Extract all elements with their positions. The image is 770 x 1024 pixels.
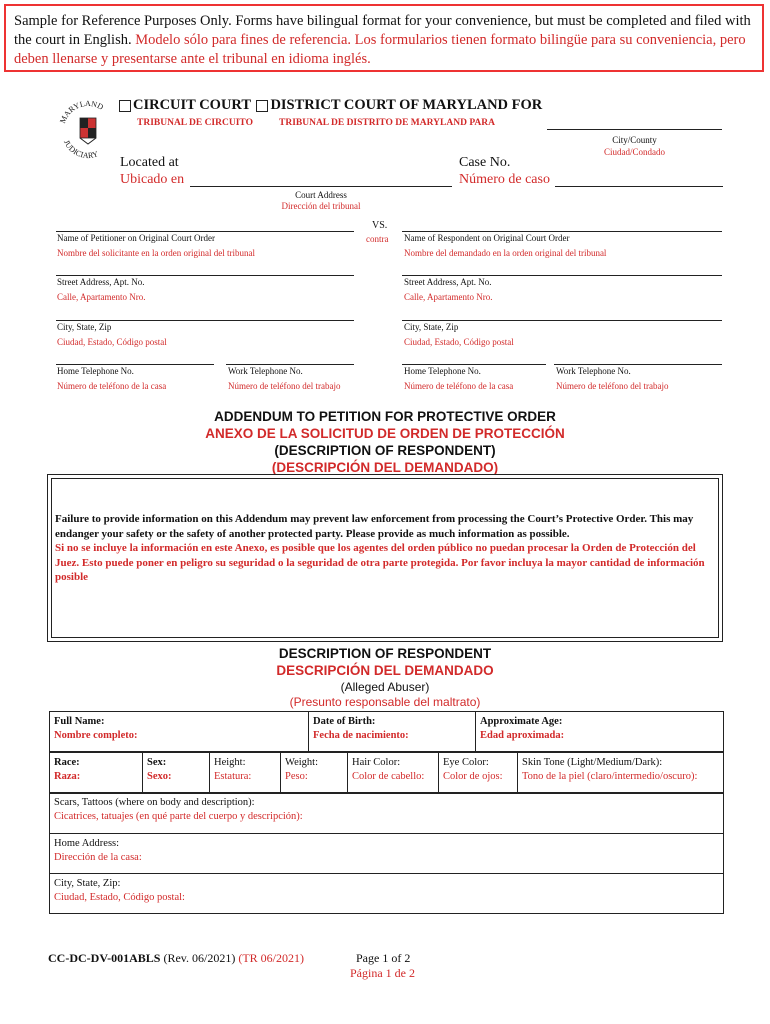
respondent-home-tel-label-es: Número de teléfono de la casa: [404, 381, 514, 391]
sex-cell[interactable]: Sex: Sexo:: [143, 753, 210, 794]
approx-age-cell[interactable]: Approximate Age: Edad aproximada:: [476, 712, 724, 752]
page-number-es: Página 1 de 2: [350, 966, 415, 980]
description-heading-es: DESCRIPCIÓN DEL DEMANDADO: [276, 663, 494, 678]
respondent-work-tel-label: Work Telephone No.: [556, 366, 631, 376]
respondent-name-label: Name of Respondent on Original Court Order: [404, 233, 570, 243]
notice-spanish: Modelo sólo para fines de referencia. Los formularios tienen formato bilingüe para su conveniencia, pero deben llenarse y presentarse ante el tribunal en idioma inglés.: [14, 32, 746, 67]
located-at-label: Located at: [120, 155, 179, 170]
description-heading: DESCRIPTION OF RESPONDENT: [278, 646, 492, 661]
petitioner-name-label: Name of Petitioner on Original Court Order: [57, 233, 215, 243]
respondent-work-tel-line[interactable]: [554, 364, 722, 365]
petitioner-city-label-es: Ciudad, Estado, Código postal: [57, 337, 167, 347]
maryland-judiciary-seal: [56, 96, 120, 160]
scars-tattoos-cell[interactable]: Scars, Tattoos (where on body and description): Cicatrices, tatuajes (en qué parte del cuerpo y descripción):: [50, 793, 724, 834]
respondent-street-line[interactable]: [402, 275, 722, 276]
height-cell[interactable]: Height: Estatura:: [210, 753, 281, 794]
form-subtitle: (DESCRIPTION OF RESPONDENT): [274, 443, 496, 458]
notice-english: Sample for Reference Purposes Only. Forms have bilingual format for your convenience, but must be completed and filed with the court in English.: [14, 13, 751, 48]
city-county-label: City/County: [612, 135, 657, 145]
weight-cell[interactable]: Weight: Peso:: [281, 753, 348, 794]
petitioner-home-tel-label-es: Número de teléfono de la casa: [57, 381, 167, 391]
respondent-street-label-es: Calle, Apartamento Nro.: [404, 292, 493, 302]
circuit-court-checkbox[interactable]: [119, 100, 131, 112]
petitioner-home-tel-line[interactable]: [56, 364, 214, 365]
petitioner-city-line[interactable]: [56, 320, 354, 321]
physical-table: [49, 752, 724, 794]
district-court-checkbox[interactable]: [256, 100, 268, 112]
form-title: ADDENDUM TO PETITION FOR PROTECTIVE ORDER: [214, 409, 556, 424]
respondent-city-line[interactable]: [402, 320, 722, 321]
petitioner-name-label-es: Nombre del solicitante en la orden original del tribunal: [57, 248, 255, 258]
petitioner-street-label: Street Address, Apt. No.: [57, 277, 145, 287]
court-address-caption: Court Address: [295, 190, 347, 200]
skin-tone-cell[interactable]: Skin Tone (Light/Medium/Dark): Tono de la piel (claro/intermedio/oscuro):: [518, 753, 724, 794]
description-sub: (Alleged Abuser): [340, 680, 430, 694]
petitioner-city-label: City, State, Zip: [57, 322, 112, 332]
respondent-name-line[interactable]: [402, 231, 722, 232]
race-cell[interactable]: Race: Raza:: [50, 753, 143, 794]
respondent-street-label: Street Address, Apt. No.: [404, 277, 492, 287]
reference-notice: [4, 4, 764, 72]
petitioner-name-line[interactable]: [56, 231, 354, 232]
respondent-name-label-es: Nombre del demandado en la orden original del tribunal: [404, 248, 607, 258]
eye-color-cell[interactable]: Eye Color: Color de ojos:: [439, 753, 518, 794]
petitioner-work-tel-label-es: Número de teléfono del trabajo: [228, 381, 341, 391]
warning-spanish: Si no se incluye la información en este Anexo, es posible que los agentes del orden público no puedan procesar la Orden de Protección del Juez. Esto puede poner en peligro su seguridad o la seguridad de otra parte protegida. Por favor incluya la mayor cantidad de información posible: [55, 542, 705, 583]
form-title-es: ANEXO DE LA SOLICITUD DE ORDEN DE PROTECCIÓN: [205, 426, 565, 441]
seal-bottom-text: JUDICIARY: [61, 138, 100, 160]
circuit-court-es: TRIBUNAL DE CIRCUITO: [137, 118, 253, 128]
city-county-label-es: Ciudad/Condado: [604, 147, 665, 157]
details-table: [49, 792, 724, 914]
vs-label-es: contra: [366, 234, 389, 244]
district-court-es: TRIBUNAL DE DISTRITO DE MARYLAND PARA: [279, 118, 495, 128]
respondent-home-tel-line[interactable]: [402, 364, 546, 365]
identity-table: [49, 711, 724, 752]
vs-label: VS.: [372, 220, 388, 231]
warning-text: [55, 512, 715, 585]
case-no-label: Case No.: [459, 155, 511, 170]
petitioner-home-tel-label: Home Telephone No.: [57, 366, 134, 376]
city-state-zip-cell[interactable]: City, State, Zip: Ciudad, Estado, Código postal:: [50, 874, 724, 914]
seal-top-text: MARYLAND: [58, 98, 105, 125]
case-no-label-es: Número de caso: [459, 172, 550, 187]
description-sub-es: (Presunto responsable del maltrato): [289, 695, 481, 709]
hair-color-cell[interactable]: Hair Color: Color de cabello:: [348, 753, 439, 794]
court-selection: CIRCUIT COURT DISTRICT COURT OF MARYLAND FOR: [119, 97, 542, 114]
svg-text:JUDICIARY: [62, 139, 100, 160]
respondent-city-label-es: Ciudad, Estado, Código postal: [404, 337, 514, 347]
respondent-work-tel-label-es: Número de teléfono del trabajo: [556, 381, 669, 391]
home-address-cell[interactable]: Home Address: Dirección de la casa:: [50, 834, 724, 874]
dob-cell[interactable]: Date of Birth: Fecha de nacimiento:: [309, 712, 476, 752]
warning-english: Failure to provide information on this Addendum may prevent law enforcement from processing the Court’s Protective Order. This may endanger your safety or the safety of another protected party. Please provide as much information as possible.: [55, 513, 694, 540]
petitioner-street-line[interactable]: [56, 275, 354, 276]
respondent-city-label: City, State, Zip: [404, 322, 459, 332]
case-number-line[interactable]: [555, 186, 723, 187]
petitioner-work-tel-label: Work Telephone No.: [228, 366, 303, 376]
city-county-line[interactable]: [547, 129, 722, 130]
page-number: Page 1 of 2: [356, 951, 411, 965]
court-address-line[interactable]: [190, 186, 452, 187]
petitioner-work-tel-line[interactable]: [226, 364, 354, 365]
located-at-label-es: Ubicado en: [120, 172, 185, 187]
petitioner-street-label-es: Calle, Apartamento Nro.: [57, 292, 146, 302]
respondent-home-tel-label: Home Telephone No.: [404, 366, 481, 376]
court-address-caption-es: Dirección del tribunal: [281, 201, 361, 211]
full-name-cell[interactable]: Full Name: Nombre completo:: [50, 712, 309, 752]
form-id-footer: CC-DC-DV-001ABLS (Rev. 06/2021) (TR 06/2021): [48, 951, 305, 965]
form-subtitle-es: (DESCRIPCIÓN DEL DEMANDADO): [271, 460, 499, 475]
